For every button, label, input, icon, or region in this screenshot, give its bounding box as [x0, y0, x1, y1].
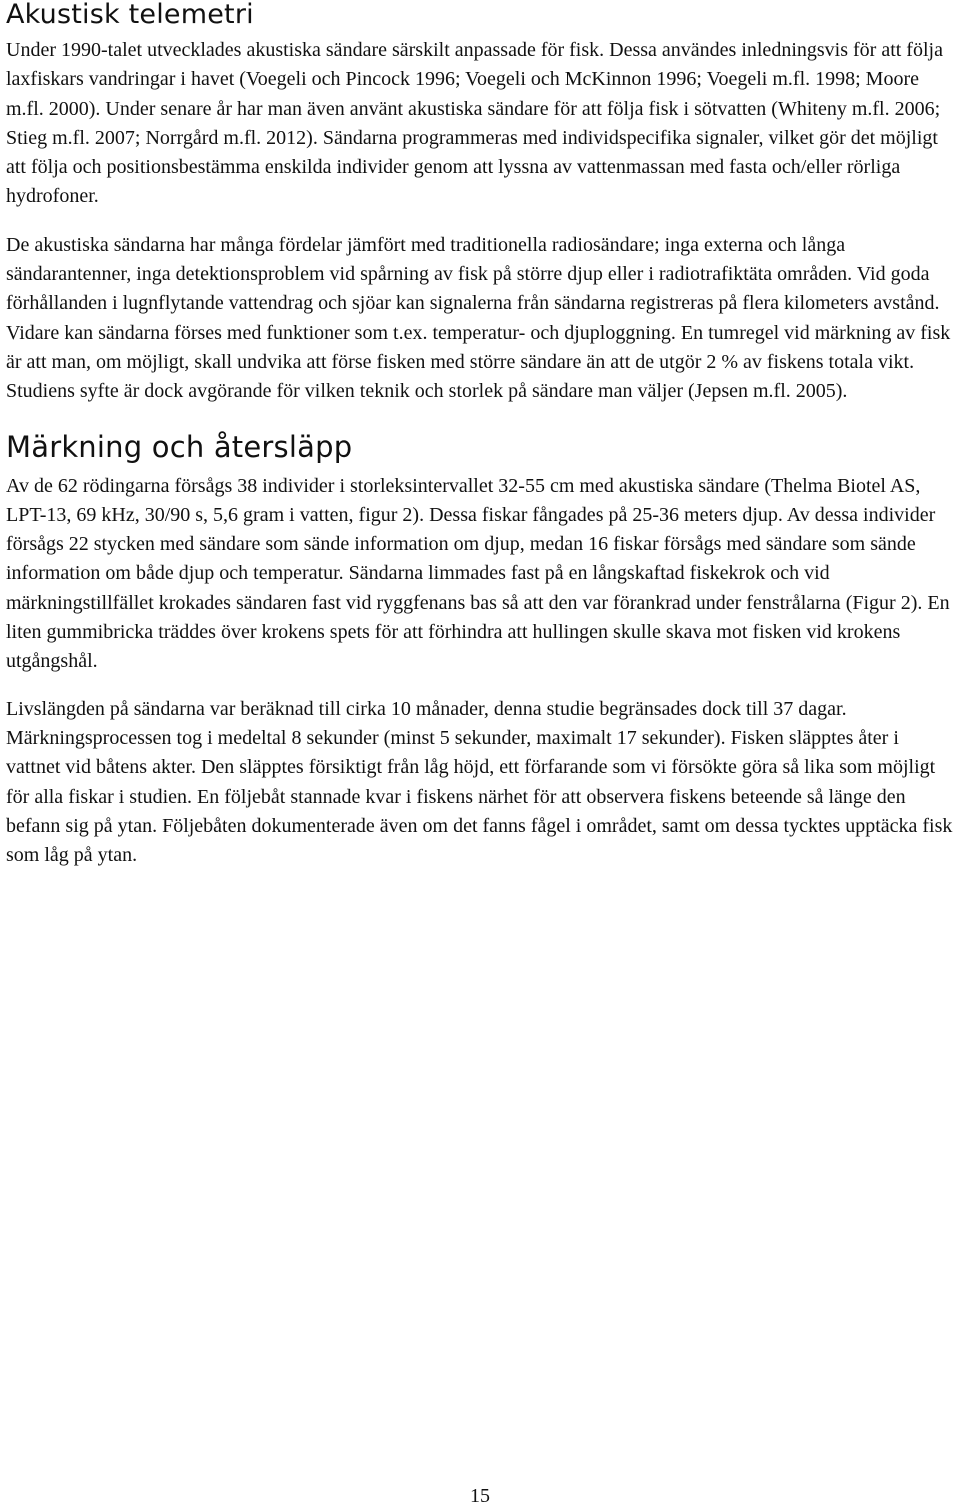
section-heading: Märkning och återsläpp	[6, 429, 353, 464]
document-page	[6, 0, 956, 870]
page-number: 15	[470, 1485, 490, 1507]
section-markning-och-aterslapp	[6, 427, 956, 871]
section-akustisk-telemetri	[6, 0, 956, 407]
section-heading: Akustisk telemetri	[6, 0, 254, 30]
body-paragraph: Av de 62 rödingarna försågs 38 individer i storleksintervallet 32-55 cm med akustiska sändare (Thelma Biotel AS, LPT-13, 69 kHz, 30/90 s, 5,6 gram i vatten, figur 2). Dessa fiskar fångades på 25-36 meters djup. Av dessa individer försågs 22 stycken med sändare som sände information om djup, medan 16 fiskar försågs med sändare som sände information om både djup och temperatur. Sändarna limmades fast på en långskaftad fiskekrok och vid märkningstillfället krokades sändaren fast vid ryggfenans bas så att den var förankrad under fenstrålarna (Figur 2). En liten gummibricka träddes över krokens spets för att förhindra att hullingen skulle skava mot fisken vid krokens utgångshål.	[6, 474, 950, 673]
body-paragraph: De akustiska sändarna har många fördelar jämfört med traditionella radiosändare; inga externa och långa sändarantenner, inga detektionsproblem vid spårning av fisk på större djup eller i radiotrafiktäta områden. Vid goda förhållanden i lugnflytande vattendrag och sjöar kan signalerna från sändarna registreras på flera kilometers avstånd. Vidare kan sändarna förses med funktioner som t.ex. temperatur- och djuploggning. En tumregel vid märkning av fisk är att man, om möjligt, skall undvika att förse fisken med större sändare än att de utgör 2 % av fiskens totala vikt. Studiens syfte är dock avgörande för vilken teknik och storlek på sändare man väljer (Jepsen m.fl. 2005).	[6, 233, 951, 403]
body-paragraph: Under 1990-talet utvecklades akustiska sändare särskilt anpassade för fisk. Dessa användes inledningsvis för att följa laxfiskars vandringar i havet (Voegeli och Pincock 1996; Voegeli och McKinnon 1996; Voegeli m.fl. 1998; Moore m.fl. 2000). Under senare år har man även använt akustiska sändare för att följa fisk i sötvatten (Whiteny m.fl. 2006; Stieg m.fl. 2007; Norrgård m.fl. 2012). Sändarna programmeras med individspecifika signaler, vilket gör det möjligt att följa och positionsbestämma enskilda individer genom att lyssna av vattenmassan med fasta och/eller rörliga hydrofoner.	[6, 39, 943, 208]
body-paragraph: Livslängden på sändarna var beräknad till cirka 10 månader, denna studie begränsades dock till 37 dagar. Märkningsprocessen tog i medeltal 8 sekunder (minst 5 sekunder, maximalt 17 sekunder). Fisken släpptes åter i vattnet vid båtens akter. Den släpptes försiktigt från låg höjd, ett förfarande som vi försökte göra så lika som möjligt för alla fiskar i studien. En följebåt stannade kvar i fiskens närhet för att observera fiskens beteende så länge den befann sig på ytan. Följebåten dokumenterade även om det fanns fågel i området, samt om dessa tycktes upptäcka fisk som låg på ytan.	[6, 697, 953, 867]
